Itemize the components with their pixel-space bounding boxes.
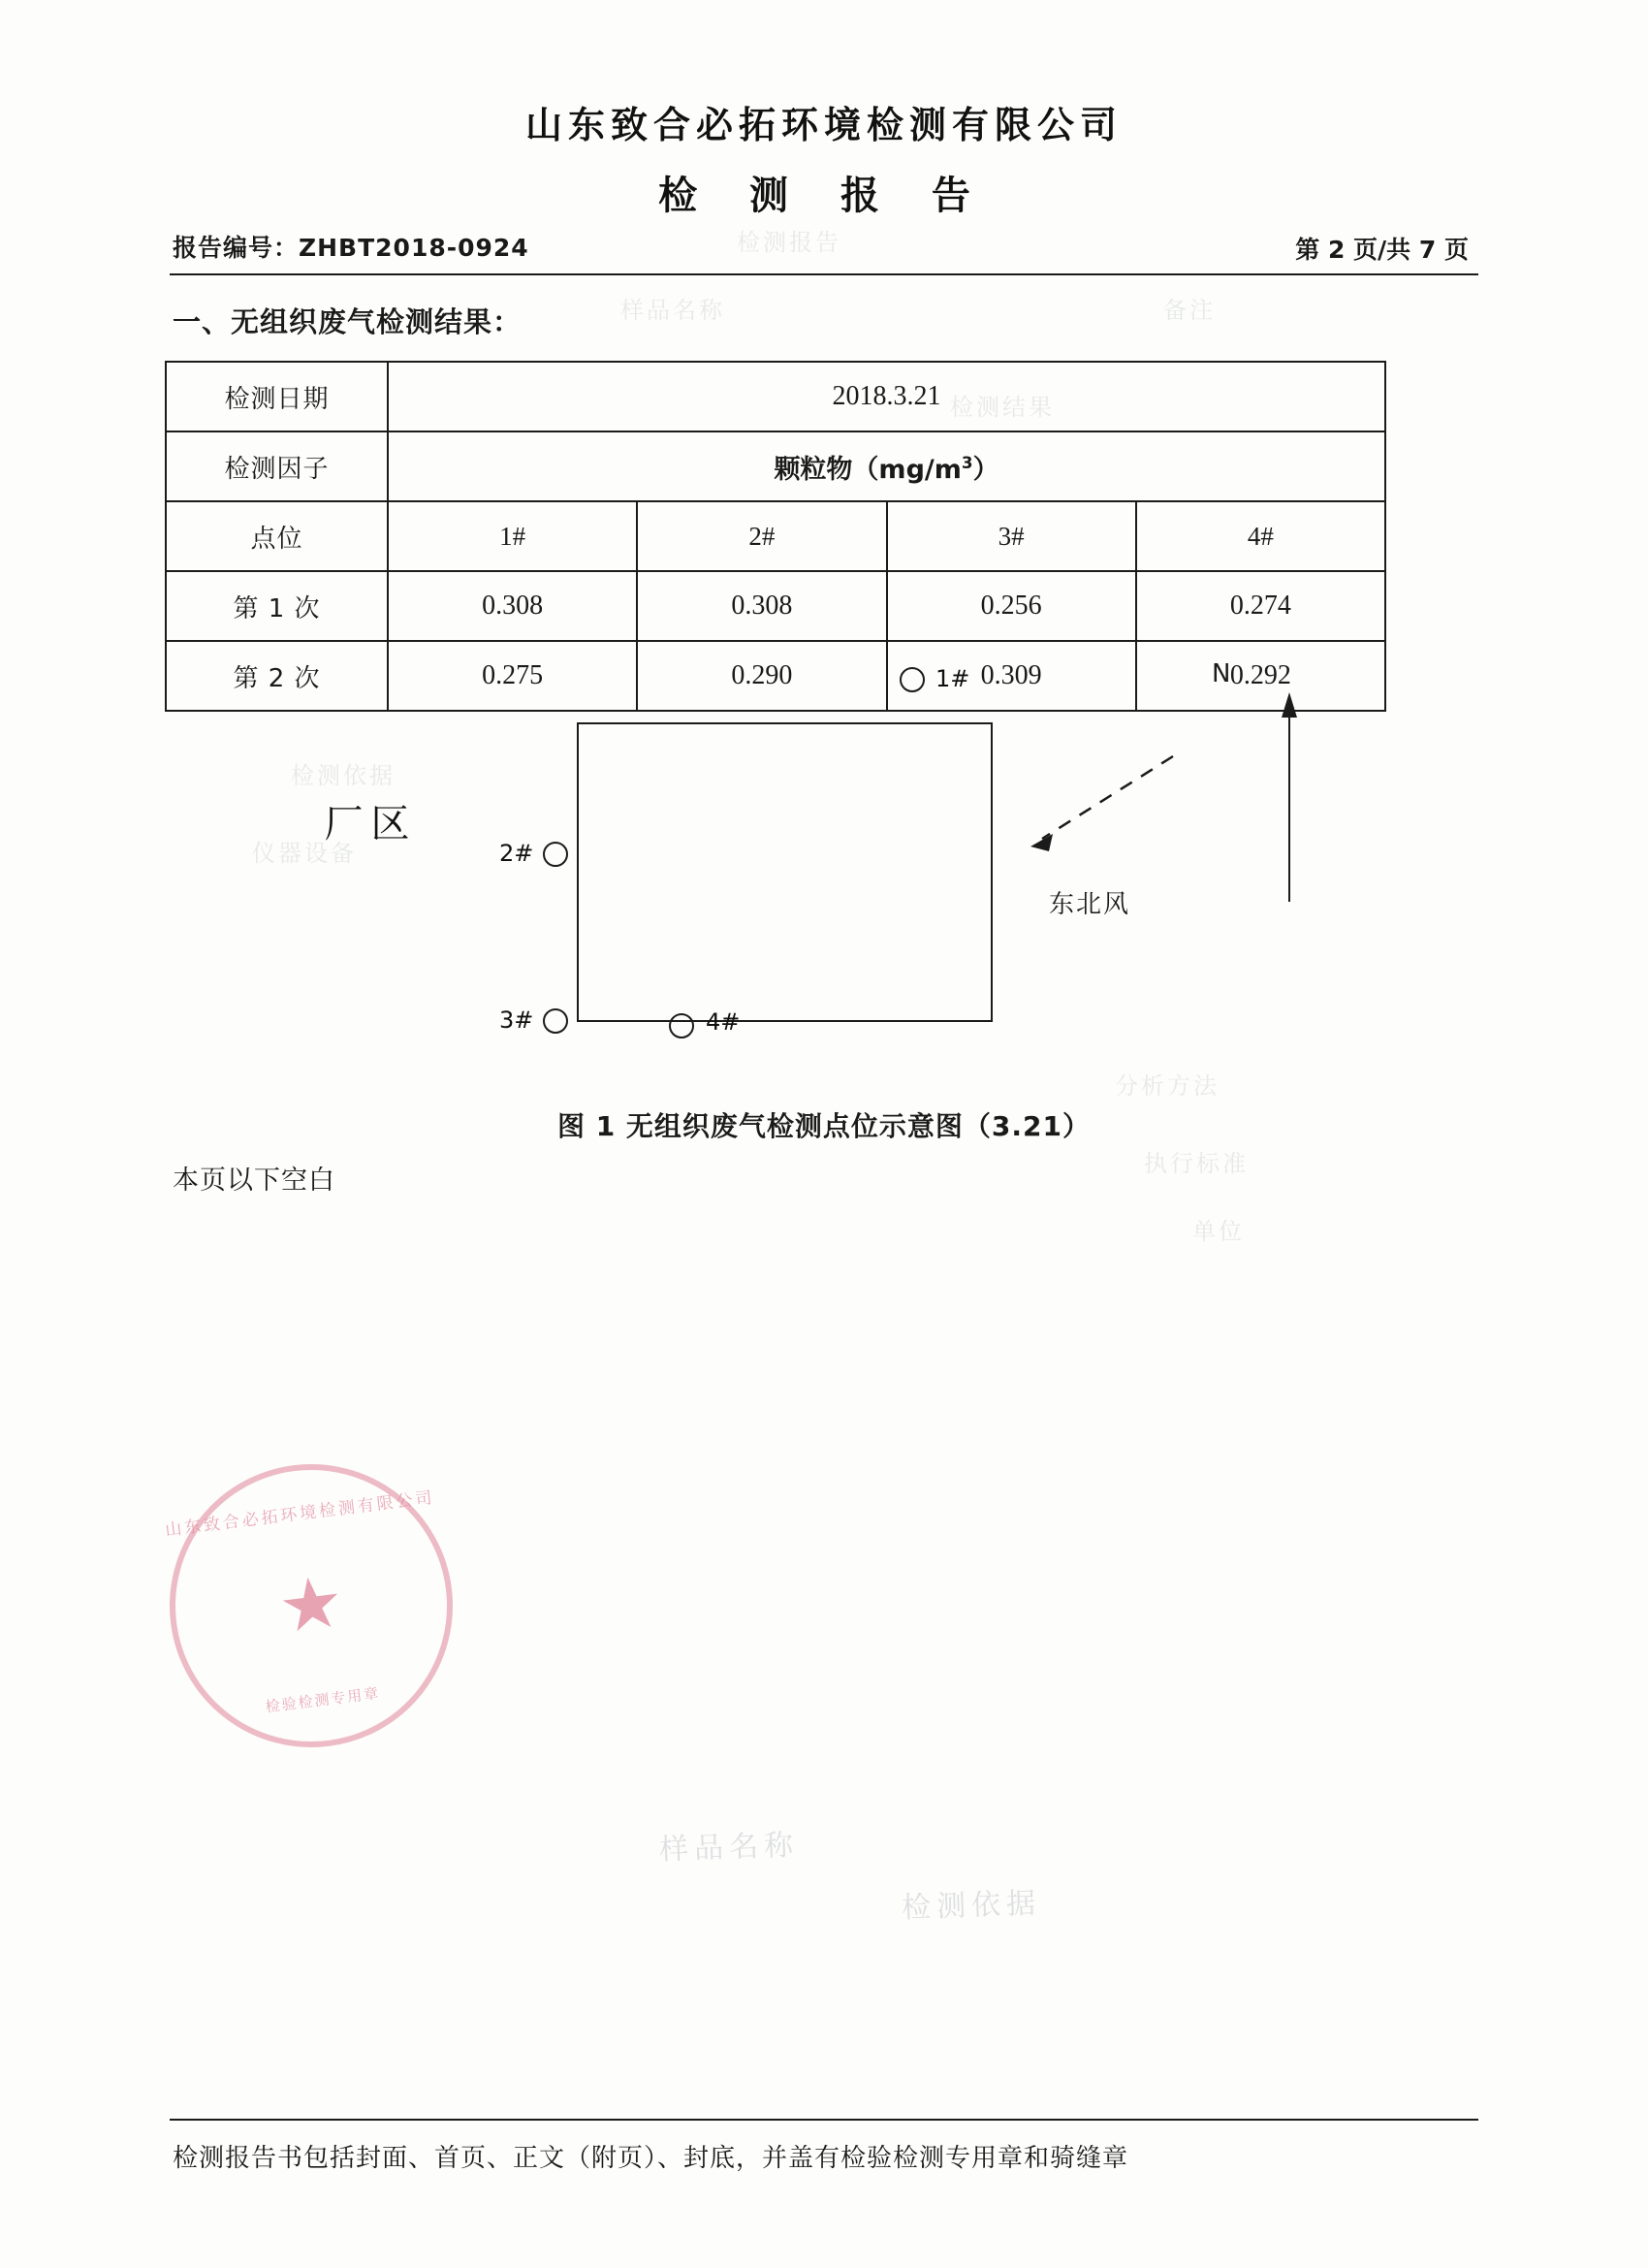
measurement-1-value-2: 0.308 — [637, 571, 886, 641]
bleed-through-text: 检测报告 — [737, 229, 841, 256]
figure-caption: 图 1 无组织废气检测点位示意图（3.21） — [556, 1110, 1092, 1142]
bleed-through-text: 单位 — [1192, 1218, 1245, 1245]
point-header-1: 1# — [388, 501, 637, 571]
blank-page-note: 本页以下空白 — [173, 1166, 335, 1196]
measurement-1-value-3: 0.256 — [887, 571, 1136, 641]
official-seal — [153, 1448, 468, 1763]
measurement-2-label: 第 2 次 — [166, 641, 388, 711]
page-title: 检 测 报 告 — [658, 174, 990, 218]
point-label: 点位 — [166, 501, 388, 571]
detection-date-label: 检测日期 — [166, 362, 388, 431]
header-divider — [170, 273, 1478, 275]
table-row — [166, 431, 1385, 501]
measurement-2-value-2: 0.290 — [637, 641, 886, 711]
bleed-through-text: 样品名称 — [620, 297, 725, 324]
detection-factor-label: 检测因子 — [166, 431, 388, 501]
handwriting-bleed: 检测依据 — [901, 1886, 1042, 1926]
factor-text-main: 颗粒物（mg/m — [774, 454, 962, 485]
sampling-point-4-marker — [669, 1013, 694, 1038]
bleed-through-text: 分析方法 — [1115, 1072, 1220, 1100]
plant-area-box — [577, 722, 993, 1022]
bleed-through-text: 备注 — [1163, 297, 1216, 324]
north-direction-label: N — [1212, 659, 1231, 688]
seal-top-text: 山东致合必拓环境检测有限公司 — [164, 1487, 436, 1541]
sampling-point-3-label: 3# — [499, 1006, 534, 1034]
table-row — [166, 571, 1385, 641]
measurement-1-value-1: 0.308 — [388, 571, 637, 641]
plant-area-label: 厂区 — [324, 802, 418, 847]
sampling-point-4-label: 4# — [706, 1008, 741, 1036]
report-number: 报告编号：ZHBT2018-0924 — [173, 234, 529, 262]
point-header-2: 2# — [637, 501, 886, 571]
seal-bottom-text: 检验检测专用章 — [264, 1684, 382, 1716]
measurement-2-value-3: 0.309 — [887, 641, 1136, 711]
sampling-point-1-label: 1# — [935, 665, 970, 692]
page-number: 第 2 页/共 7 页 — [1295, 236, 1469, 264]
sampling-point-3-marker — [543, 1008, 568, 1034]
measurement-2-value-1: 0.275 — [388, 641, 637, 711]
bleed-through-text: 执行标准 — [1144, 1150, 1249, 1177]
factor-text-sup: 3 — [961, 452, 973, 472]
sampling-point-2-label: 2# — [499, 840, 534, 867]
bleed-through-text: 检测结果 — [950, 394, 1055, 421]
measurement-1-label: 第 1 次 — [166, 571, 388, 641]
footer-note: 检测报告书包括封面、首页、正文（附页）、封底，并盖有检验检测专用章和骑缝章 — [173, 2144, 1129, 2173]
bleed-through-text: 检测依据 — [291, 762, 396, 789]
north-arrow-head — [1282, 692, 1297, 718]
section-heading: 一、无组织废气检测结果： — [173, 305, 523, 338]
point-header-4: 4# — [1136, 501, 1385, 571]
measurement-1-value-4: 0.274 — [1136, 571, 1385, 641]
handwriting-bleed: 样品名称 — [658, 1828, 800, 1868]
company-name: 山东致合必拓环境检测有限公司 — [524, 104, 1123, 146]
sampling-point-2-marker — [543, 842, 568, 867]
footer-divider — [170, 2119, 1478, 2121]
detection-factor-value — [388, 431, 1385, 501]
sampling-point-1-marker — [900, 667, 925, 692]
wind-arrow-line — [1042, 756, 1173, 839]
table-row — [166, 362, 1385, 431]
measurement-2-value-4: 0.292 — [1136, 641, 1385, 711]
results-table — [165, 361, 1386, 712]
wind-direction-label: 东北风 — [1049, 890, 1131, 919]
table-row — [166, 501, 1385, 571]
star-icon: ★ — [274, 1562, 348, 1649]
factor-text-tail: ） — [972, 454, 999, 485]
point-header-3: 3# — [887, 501, 1136, 571]
wind-arrow-head — [1030, 834, 1053, 851]
bleed-through-text: 仪器设备 — [252, 840, 357, 867]
detection-date-value: 2018.3.21 — [388, 362, 1385, 431]
